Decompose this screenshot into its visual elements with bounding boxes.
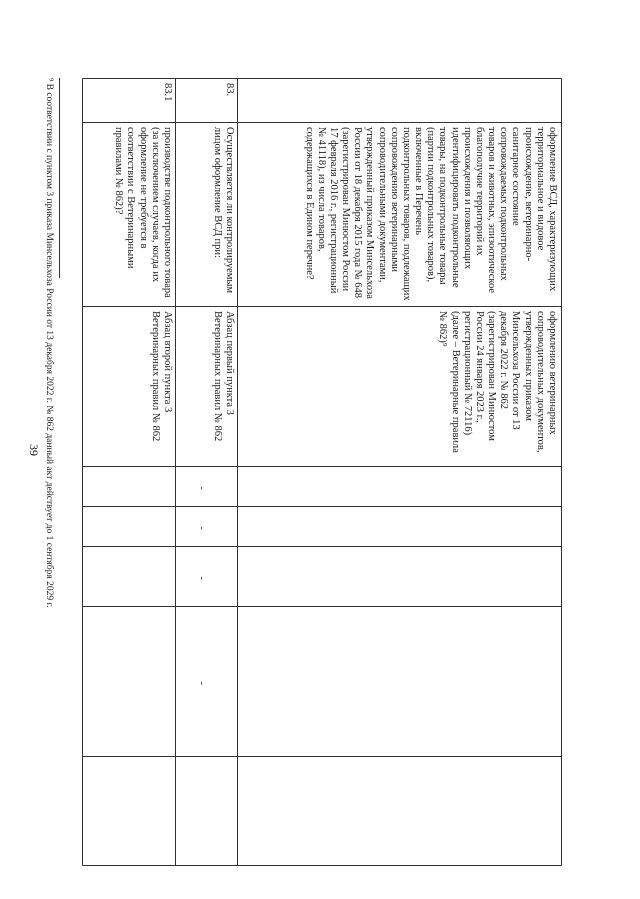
mark-cell-na xyxy=(238,547,561,607)
row-number: 83. xyxy=(176,79,238,123)
footnote: ⁹ В соответствии с пунктом 3 приказа Минсельхоза России от 13 декабря 2022 г. № 862 данный акт действует до 1 сентября 2029 г. xyxy=(44,78,54,608)
question-cell: оформление ВСД, характеризующих территориальное и видовое происхождение, ветеринарно-санитарное состояние сопровождаемых подконтрольных товаров и животных, эпизоотическое благополучие территорий их происхождения и позволяющих идентифицировать подконтрольные товары, на подконтрольные товары (партии подконтрольных товаров), включенные в Перечень подконтрольных товаров, подлежащих сопровождению ветеринарными сопроводительными документами, утвержденный приказом Минсельхоза России от 18 декабря 2015 года № 648 (зарегистрирован Минюстом России 17 февраля 2016 г., регистрационный № 41118), из числа товаров, содержащихся в Едином перечне? xyxy=(238,123,561,307)
mark-cell-na xyxy=(176,547,238,607)
mark-cell-extra xyxy=(176,607,238,757)
mark-cell-yes xyxy=(83,467,176,507)
mark-cell-no xyxy=(176,507,238,547)
row-number xyxy=(238,79,561,123)
checklist-table xyxy=(82,78,562,866)
question-cell: Осуществляется ли контролируемым лицом оформление ВСД при: xyxy=(176,123,238,307)
mark: - xyxy=(196,576,207,580)
mark-cell-no xyxy=(238,507,561,547)
row-number: 83.1 xyxy=(83,79,176,123)
mark-cell-yes xyxy=(238,467,561,507)
table-row xyxy=(237,79,561,865)
mark-cell-extra xyxy=(83,607,176,757)
mark: - xyxy=(196,681,207,685)
question-cell: производстве подконтрольного товара (за исключением случаев, когда их оформление не требуется в соответствии с Ветеринарными правилами № 862)? xyxy=(83,123,176,307)
reference-cell: Абзац второй пункта 3 Ветеринарных правил № 862 xyxy=(83,307,176,467)
mark-cell-yes xyxy=(176,467,238,507)
mark-cell-na xyxy=(83,547,176,607)
mark: - xyxy=(196,526,207,530)
table-row xyxy=(175,79,238,865)
mark-cell-no xyxy=(83,507,176,547)
reference-cell: оформлению ветеринарных сопроводительных документов, утвержденных приказом Минсельхоза России от 13 декабря 2022 г. № 862 (зарегистрирован Минюстом России 24 января 2023 г., регистрационный № 72116) (далее – Ветеринарные правила № 862)⁹ xyxy=(238,307,561,467)
note-cell xyxy=(238,757,561,865)
page-number: 39 xyxy=(27,444,41,456)
note-cell xyxy=(83,757,176,865)
footnote-divider xyxy=(59,78,60,278)
note-cell xyxy=(176,757,238,865)
mark: - xyxy=(196,486,207,490)
table-row xyxy=(83,79,176,865)
reference-cell: Абзац первый пункта 3 Ветеринарных правил № 862 xyxy=(176,307,238,467)
mark-cell-extra xyxy=(238,607,561,757)
